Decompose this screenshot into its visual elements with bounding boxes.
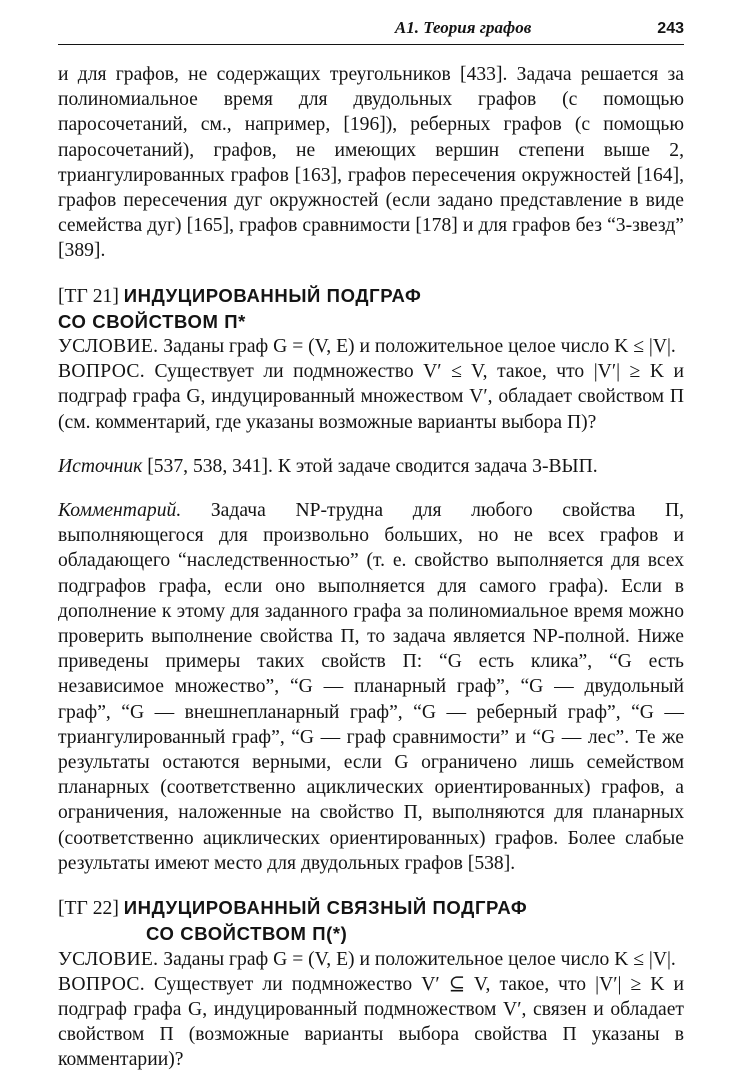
problem-heading-tg21 bbox=[58, 283, 684, 334]
question-text: Существует ли подмножество V′ ⊆ V, такое, что |V′| ≥ K и подграф графа G, индуцированный подмножеством V′, связен и обладает свойством П (возможные варианты выбора свойства П указаны в комментарии)? bbox=[58, 973, 684, 1071]
running-title: A1. Теория графов bbox=[394, 18, 532, 37]
problem-tag: [ТГ 21] bbox=[58, 285, 119, 307]
page-body bbox=[58, 62, 684, 1073]
problem-comment bbox=[58, 498, 684, 876]
question-text: Существует ли подмножество V′ ≤ V, такое, что |V′| ≥ K и подграф графа G, индуцированный множеством V′, обладает свойством П (см. комментарий, где указаны возможные варианты выбора П)? bbox=[58, 361, 684, 433]
problem-source bbox=[58, 454, 684, 479]
problem-tag: [ТГ 22] bbox=[58, 898, 119, 920]
running-header bbox=[58, 18, 684, 45]
comment-label: Комментарий. bbox=[58, 500, 182, 522]
book-page bbox=[58, 18, 684, 1073]
intro-paragraph: и для графов, не содержащих треугольников [433]. Задача решается за полиномиальное время для двудольных графов (с помощью паросочетаний, см., например, [196]), реберных графов (с помощью паросочетаний), графов, не имеющих вершин степени выше 2, триангулированных графов [163], графов пересечения окружностей [164], графов пересечения дуг окружностей (если задано представление в виде семейства дуг) [165], графов сравнимости [178] и для графов без “3-звезд” [389]. bbox=[58, 64, 684, 262]
problem-title-line1: ИНДУЦИРОВАННЫЙ СВЯЗНЫЙ ПОДГРАФ bbox=[123, 897, 528, 919]
problem-condition bbox=[58, 947, 684, 972]
problem-title-line2: СО СВОЙСТВОМ П* bbox=[58, 310, 246, 332]
problem-title-line1: ИНДУЦИРОВАННЫЙ ПОДГРАФ bbox=[123, 284, 422, 306]
condition-label: УСЛОВИЕ. bbox=[58, 948, 159, 970]
problem-title-line2: СО СВОЙСТВОМ П(*) bbox=[146, 923, 348, 945]
problem-heading-tg22 bbox=[58, 895, 684, 946]
source-text: [537, 538, 341]. К этой задаче сводится задача 3-ВЫП. bbox=[147, 455, 598, 477]
comment-text: Задача NP-трудна для любого свойства П, выполняющегося для произвольно больших, но не всех графов и обладающего “наследственностью” (т. е. свойство выполняется для всех подграфов графа, если оно выполняется для самого графа). Если в дополнение к этому для заданного графа за полиномиальное время можно проверить выполнение свойства П, то задача является NP-полной. Ниже приведены примеры таких свойств П: “G есть клика”, “G есть независимое множество”, “G — планарный граф”, “G — двудольный граф”, “G — внешнепланарный граф”, “G — реберный граф”, “G — триангулированный граф”, “G — граф сравнимости” и “G — лес”. Те же результаты остаются верными, если G ограничено лишь семейством планарных (соответственно ациклических ориентированных) графов, а ограничения, наложенные на свойство П, выполняются для планарных (соответственно ациклических ориентированных) графов. Более слабые результаты имеют место для двудольных графов [538]. bbox=[58, 500, 684, 874]
page-number: 243 bbox=[657, 20, 684, 37]
condition-text: Заданы граф G = (V, E) и положительное целое число K ≤ |V|. bbox=[163, 948, 676, 970]
question-label: ВОПРОС. bbox=[58, 973, 145, 995]
problem-condition bbox=[58, 334, 684, 359]
condition-label: УСЛОВИЕ. bbox=[58, 336, 159, 358]
source-label: Источник bbox=[58, 455, 143, 477]
problem-question bbox=[58, 972, 684, 1073]
problem-question bbox=[58, 359, 684, 435]
question-label: ВОПРОС. bbox=[58, 361, 145, 383]
condition-text: Заданы граф G = (V, E) и положительное целое число K ≤ |V|. bbox=[163, 336, 676, 358]
